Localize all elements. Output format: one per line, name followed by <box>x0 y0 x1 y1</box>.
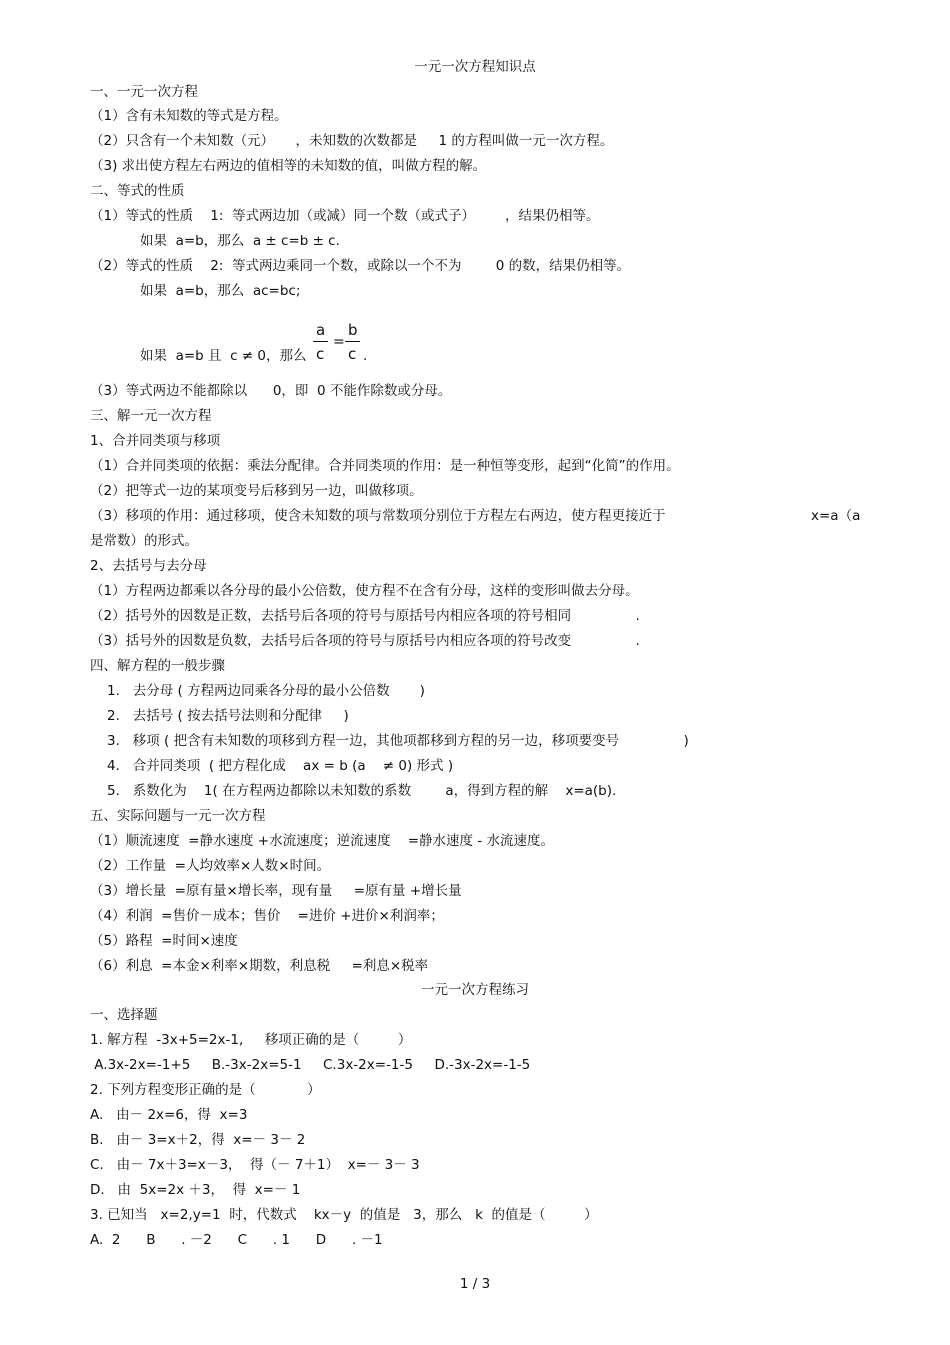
question: 2. 下列方程变形正确的是（ ） <box>90 1082 321 1098</box>
subsection-heading: 2、去括号与去分母 <box>90 558 207 574</box>
list-item: （3）增长量 =原有量×增长率，现有量 =原有量 +增长量 <box>90 883 462 899</box>
example-line: 如果 a=b，那么 a ± c=b ± c. <box>140 233 340 249</box>
page-number: 1 / 3 <box>459 1276 491 1292</box>
example-line: 如果 a=b，那么 ac=bc; <box>140 283 301 299</box>
list-item: （5）路程 =时间×速度 <box>90 933 238 949</box>
list-item: （6）利息 =本金×利率×期数，利息税 =利息×税率 <box>90 958 429 974</box>
list-item: （1）顺流速度 =静水速度 +水流速度；逆流速度 =静水速度 - 水流速度。 <box>90 833 555 849</box>
answer-option: D. 由 5x=2x ＋3， 得 x=－ 1 <box>90 1182 301 1198</box>
paragraph: （1）方程两边都乘以各分母的最小公倍数，使方程不在含有分母，这样的变形叫做去分母。 <box>90 583 639 599</box>
answer-options: A. 2 B . －2 C . 1 D . －1 <box>90 1232 383 1248</box>
section-heading: 三、解一元一次方程 <box>90 408 212 424</box>
answer-option: C. 由－ 7x＋3=x－3， 得（－ 7＋1） x=－ 3－ 3 <box>90 1157 420 1173</box>
step-item: 4. 合并同类项 ( 把方程化成 ax = b (a ≠ 0) 形式 ) <box>107 758 454 774</box>
section-heading: 五、实际问题与一元一次方程 <box>90 808 266 824</box>
equals-sign: = <box>333 334 345 350</box>
question: 3. 已知当 x=2,y=1 时，代数式 kx－y 的值是 3，那么 k 的值是（ ） <box>90 1207 598 1223</box>
paragraph: （2）等式的性质 2: 等式两边乘同一个数，或除以一个不为 0 的数，结果仍相等。 <box>90 258 631 274</box>
paragraph: （2）括号外的因数是正数，去括号后各项的符号与原括号内相应各项的符号相同 . <box>90 608 640 624</box>
subsection-heading: 1、合并同类项与移项 <box>90 433 221 449</box>
paragraph-continuation: x=a（a <box>811 508 861 524</box>
list-item: （2）工作量 =人均效率×人数×时间。 <box>90 858 331 874</box>
page-title: 一元一次方程知识点 <box>414 59 536 75</box>
paragraph-continuation: 是常数）的形式。 <box>90 533 198 549</box>
list-item: （4）利润 =售价－成本；售价 =进价 +进价×利润率； <box>90 908 444 924</box>
step-item: 5. 系数化为 1( 在方程两边都除以未知数的系数 a，得到方程的解 x=a(b). <box>107 783 617 799</box>
practice-title: 一元一次方程练习 <box>421 982 529 998</box>
paragraph: （3) 求出使方程左右两边的值相等的未知数的值，叫做方程的解。 <box>90 158 487 174</box>
step-item: 3. 移项 ( 把含有未知数的项移到方程一边，其他项都移到方程的另一边，移项要变号 ) <box>107 733 689 749</box>
answer-option: A. 由－ 2x=6，得 x=3 <box>90 1107 248 1123</box>
section-heading: 四、解方程的一般步骤 <box>90 658 225 674</box>
paragraph: （2）只含有一个未知数（元） ，未知数的次数都是 1 的方程叫做一元一次方程。 <box>90 133 614 149</box>
step-item: 1. 去分母 ( 方程两边同乘各分母的最小公倍数 ) <box>107 683 425 699</box>
paragraph: （2）把等式一边的某项变号后移到另一边，叫做移项。 <box>90 483 423 499</box>
paragraph: （1）合并同类项的依据：乘法分配律。合并同类项的作用：是一种恒等变形，起到“化简”的作用。 <box>90 458 680 474</box>
paragraph: （3）括号外的因数是负数，去括号后各项的符号与原括号内相应各项的符号改变 . <box>90 633 640 649</box>
section-heading: 一、一元一次方程 <box>90 84 198 100</box>
period: . <box>363 348 368 364</box>
fraction-denominator: c <box>316 345 325 363</box>
answer-options: A.3x-2x=-1+5 B.-3x-2x=5-1 C.3x-2x=-1-5 D.-3x-2x=-1-5 <box>90 1057 531 1073</box>
section-heading: 一、选择题 <box>90 1007 158 1023</box>
paragraph: （1）等式的性质 1: 等式两边加（或减）同一个数（或式子） ，结果仍相等。 <box>90 208 600 224</box>
paragraph: （1）含有未知数的等式是方程。 <box>90 108 288 124</box>
question: 1. 解方程 -3x+5=2x-1, 移项正确的是（ ） <box>90 1032 412 1048</box>
example-line: 如果 a=b 且 c ≠ 0，那么 <box>140 348 307 364</box>
fraction-numerator: b <box>348 321 358 339</box>
fraction-bar <box>345 341 360 342</box>
fraction-bar <box>313 341 328 342</box>
fraction-numerator: a <box>316 321 326 339</box>
paragraph: （3）移项的作用：通过移项，使含未知数的项与常数项分别位于方程左右两边，使方程更接近于 <box>90 508 666 524</box>
paragraph: （3）等式两边不能都除以 0，即 0 不能作除数或分母。 <box>90 383 452 399</box>
section-heading: 二、等式的性质 <box>90 183 185 199</box>
fraction-denominator: c <box>348 345 357 363</box>
answer-option: B. 由－ 3=x＋2，得 x=－ 3－ 2 <box>90 1132 306 1148</box>
step-item: 2. 去括号 ( 按去括号法则和分配律 ) <box>107 708 349 724</box>
